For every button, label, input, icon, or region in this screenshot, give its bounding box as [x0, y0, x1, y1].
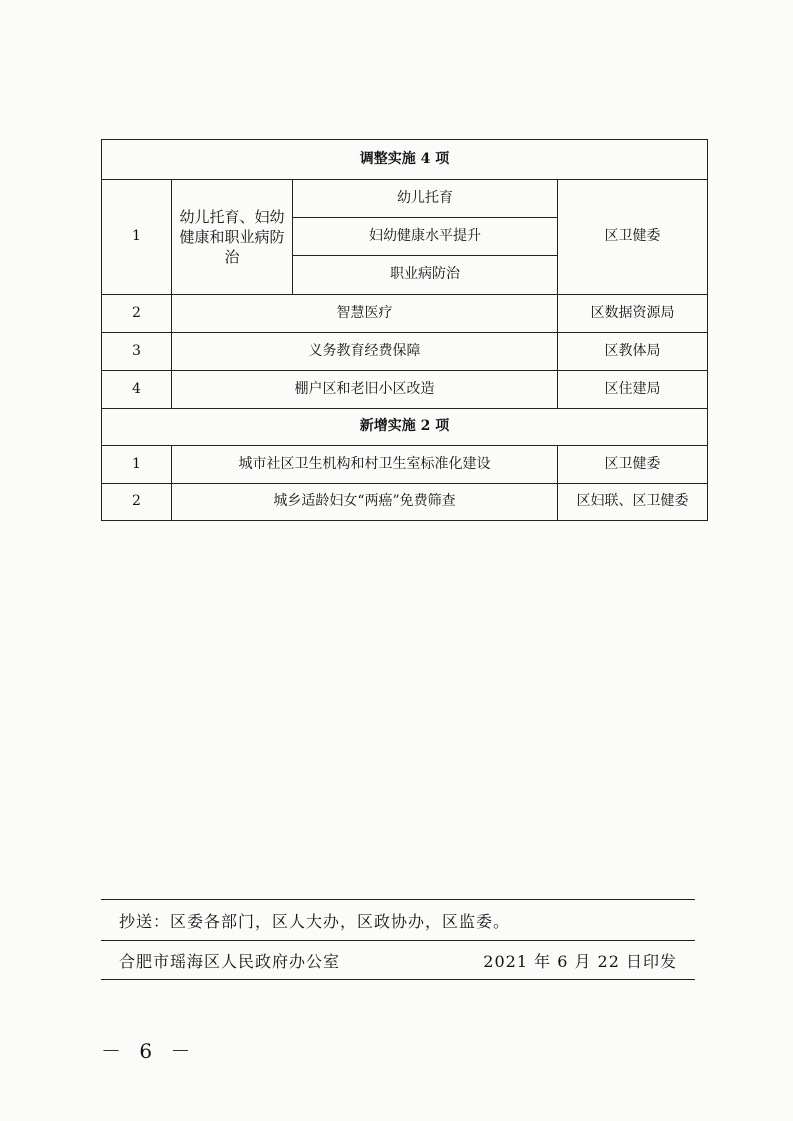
project-cell: 智慧医疗	[172, 295, 558, 333]
row-number: 1	[102, 446, 172, 484]
section1-title: 调整实施 4 项	[102, 140, 708, 180]
department-cell: 区住建局	[558, 371, 708, 409]
department-cell: 区卫健委	[558, 446, 708, 484]
project-cell: 城市社区卫生机构和村卫生室标准化建设	[172, 446, 558, 484]
table-row	[102, 295, 708, 333]
sub-item-cell: 幼儿托育	[293, 180, 558, 218]
issuer-name: 合肥市瑶海区人民政府办公室	[119, 951, 341, 971]
row-number: 4	[102, 371, 172, 409]
row-number: 2	[102, 295, 172, 333]
sub-item-cell: 职业病防治	[293, 256, 558, 295]
category-cell: 幼儿托育、妇幼健康和职业病防治	[172, 180, 293, 295]
projects-table-container	[101, 139, 707, 521]
table-row	[102, 333, 708, 371]
issue-date: 2021 年 6 月 22 日印发	[483, 951, 677, 971]
section-header-row	[102, 140, 708, 180]
row-number: 3	[102, 333, 172, 371]
department-cell: 区妇联、区卫健委	[558, 484, 708, 521]
cc-text: 抄送：区委各部门，区人大办，区政协办，区监委。	[119, 911, 511, 931]
row-number: 1	[102, 180, 172, 295]
department-cell: 区数据资源局	[558, 295, 708, 333]
section-header-row	[102, 409, 708, 446]
table-row	[102, 371, 708, 409]
projects-table	[101, 139, 708, 521]
department-cell: 区教体局	[558, 333, 708, 371]
project-cell: 义务教育经费保障	[172, 333, 558, 371]
row-number: 2	[102, 484, 172, 521]
sub-item-cell: 妇幼健康水平提升	[293, 218, 558, 256]
project-cell: 棚户区和老旧小区改造	[172, 371, 558, 409]
table-row	[102, 484, 708, 521]
department-cell: 区卫健委	[558, 180, 708, 295]
issuer-row	[101, 941, 695, 980]
project-cell: 城乡适龄妇女“两癌”免费筛查	[172, 484, 558, 521]
distribution-block	[101, 899, 695, 980]
table-row	[102, 446, 708, 484]
cc-row	[101, 899, 695, 941]
section2-title: 新增实施 2 项	[102, 409, 708, 446]
table-row	[102, 180, 708, 218]
page-number: － 6 －	[101, 1039, 197, 1063]
